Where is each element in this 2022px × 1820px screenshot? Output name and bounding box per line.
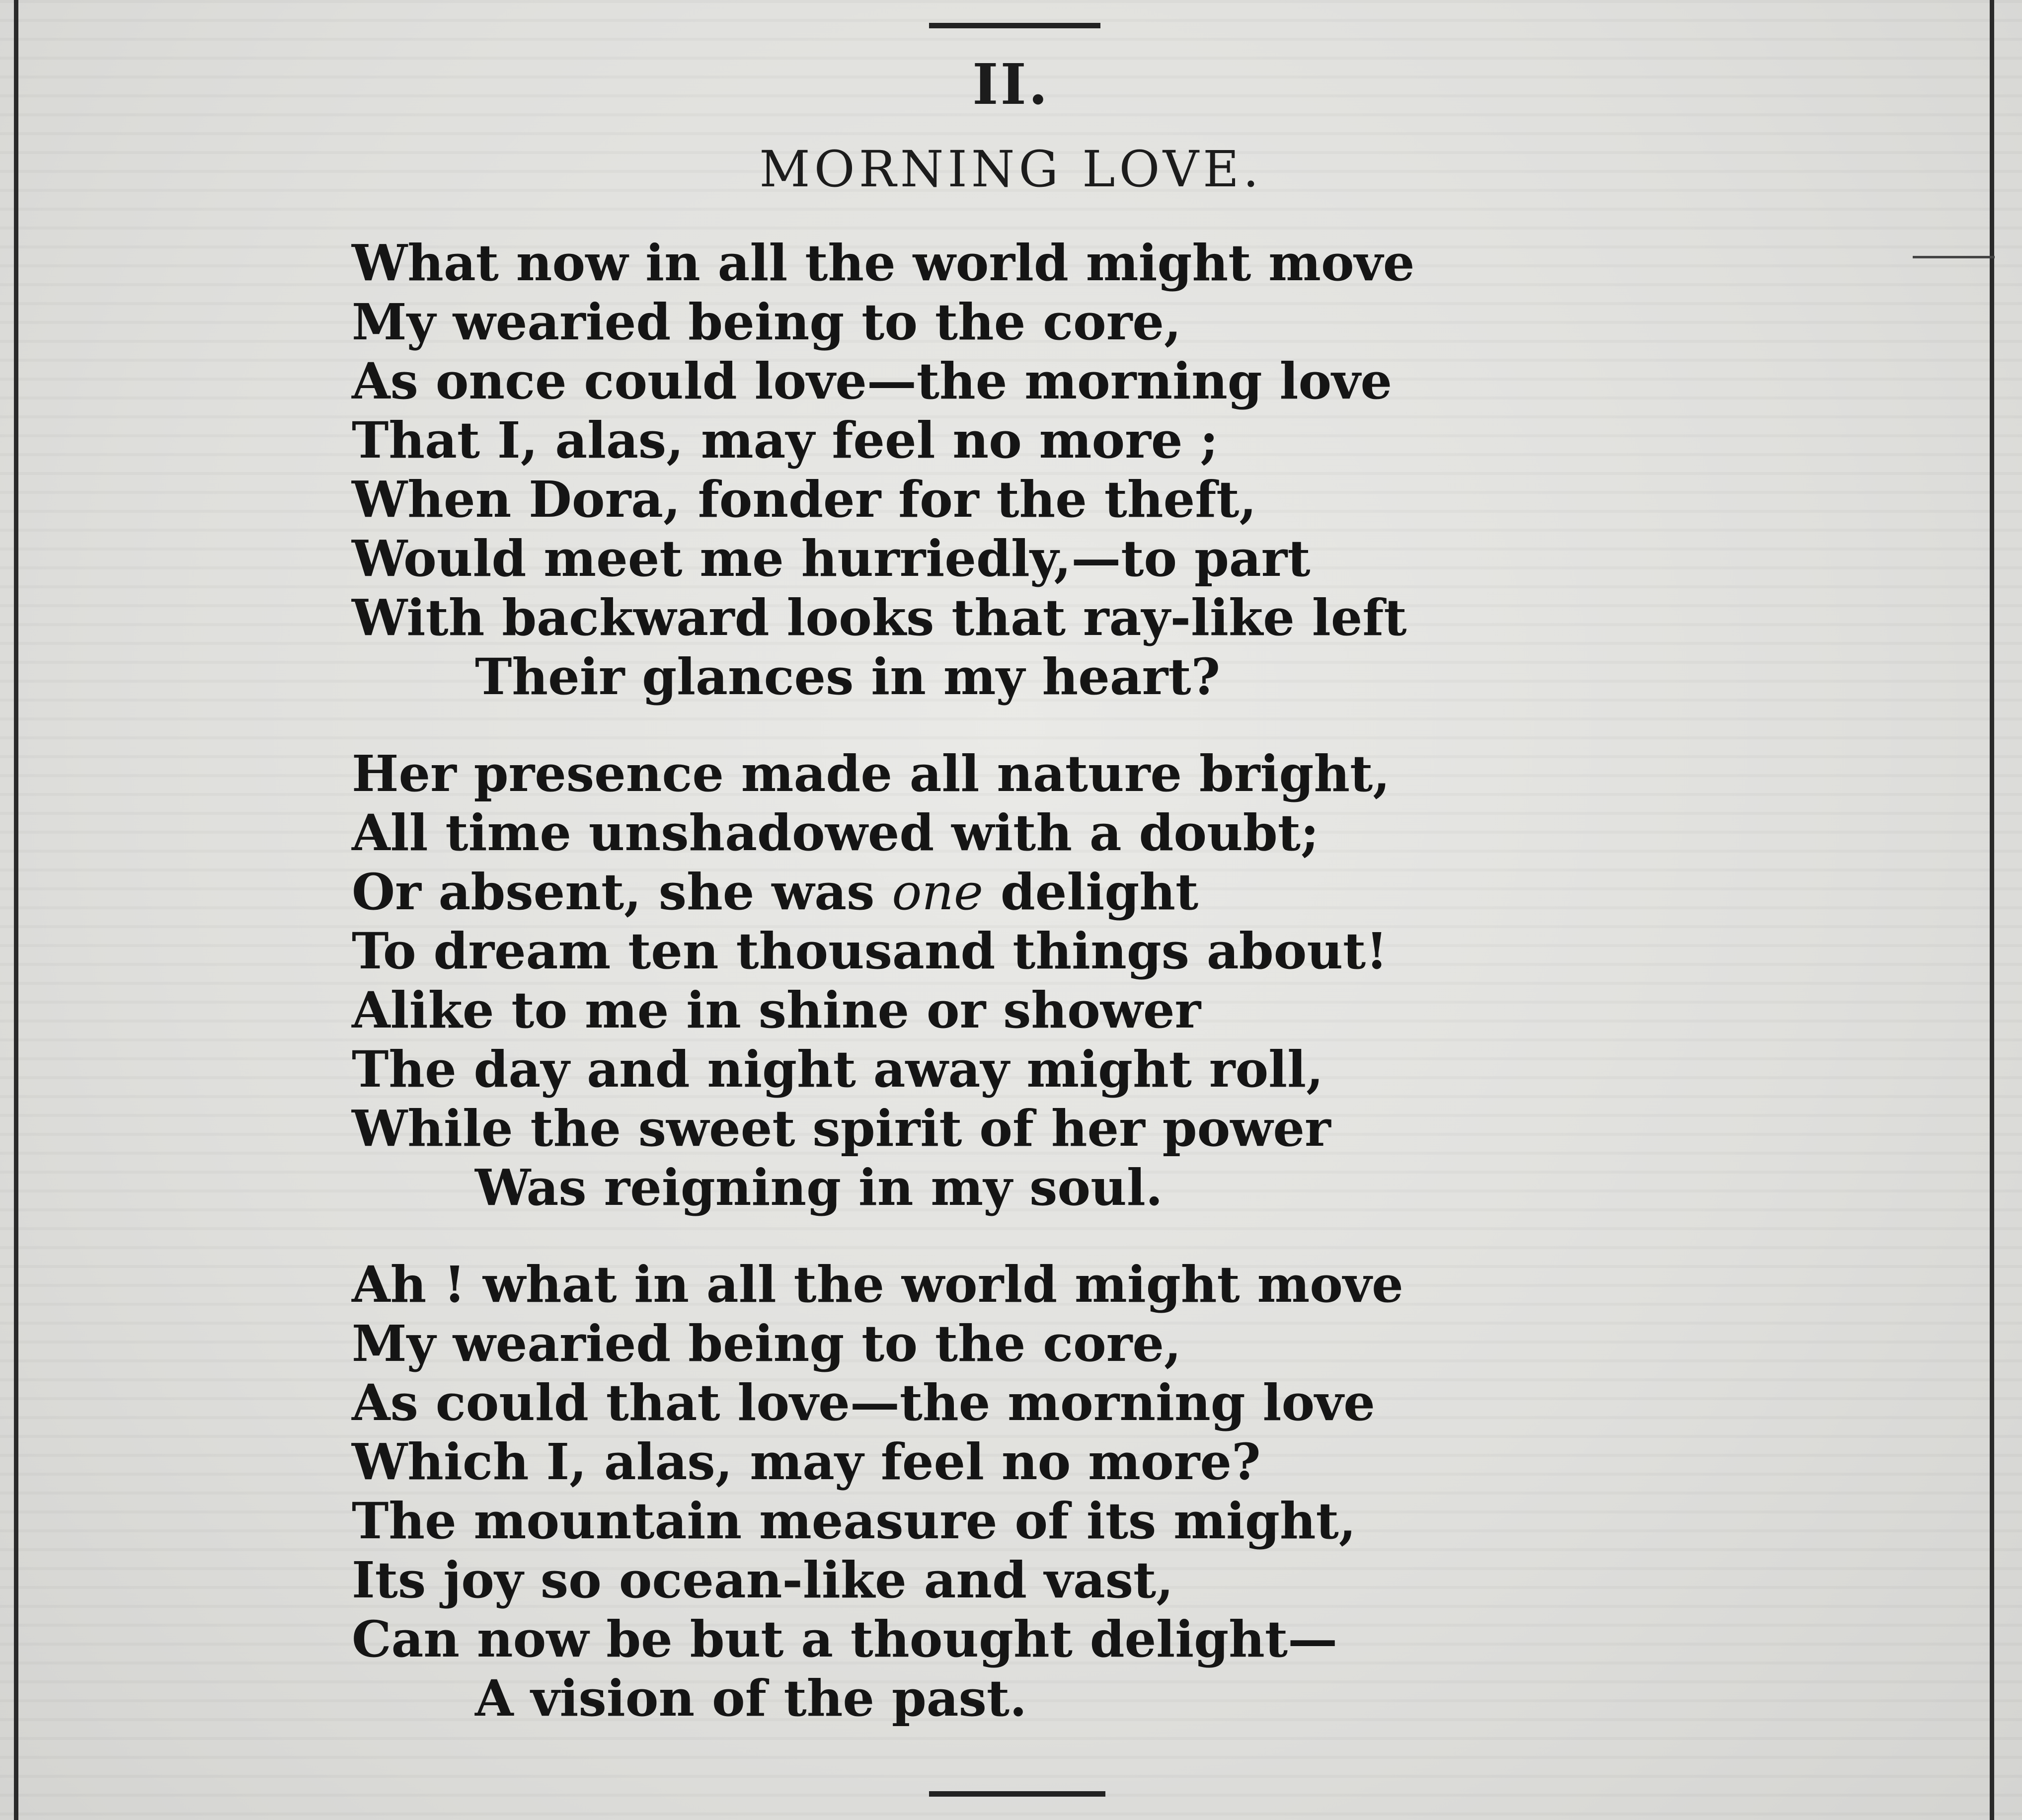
poem-line: To dream ten thousand things about! [352,922,1388,980]
poem-line: Was reigning in my soul. [475,1158,1163,1217]
poem-numeral: II. [972,52,1050,117]
poem-line: Can now be but a thought delight— [352,1610,1338,1668]
poem-line [352,863,1792,922]
poem-line: My wearied being to the core, [352,293,1181,351]
poem-line: As once could love—the morning love [352,352,1392,410]
poem-line: All time unshadowed with a doubt; [352,803,1319,862]
column-rule-right [1990,0,1994,1820]
poem-line: That I, alas, may feel no more ; [352,411,1219,470]
poem-line: When Dora, fonder for the theft, [352,470,1257,529]
poem-body [352,234,1792,1766]
poem-line: Its joy so ocean-like and vast, [352,1551,1174,1609]
poem-line: With backward looks that ray-like left [352,588,1407,647]
poem-line: As could that love—the morning love [352,1373,1375,1432]
poem-line: Her presence made all nature bright, [352,744,1391,803]
section-divider-top [929,23,1100,28]
poem-line: A vision of the past. [475,1669,1027,1728]
poem-line: Alike to me in shine or shower [352,981,1201,1039]
emphasized-word: one [892,863,984,921]
poem-line: Their glances in my heart? [475,647,1221,706]
poem-line: My wearied being to the core, [352,1314,1181,1373]
section-divider-bottom [929,1791,1105,1797]
poem-line: While the sweet spirit of her power [352,1099,1331,1158]
poem-line: What now in all the world might move [352,234,1415,292]
adjacent-column-rule [1913,256,1995,258]
poem-line: Ah ! what in all the world might move [352,1255,1403,1314]
column-rule-left [14,0,18,1820]
stanza-3 [352,1255,1792,1728]
stanza-1 [352,234,1792,707]
poem-title: MORNING LOVE. [759,140,1263,198]
line-segment: delight [983,863,1199,921]
poem-line: The day and night away might roll, [352,1040,1323,1099]
poem-line: Would meet me hurriedly,—to part [352,529,1311,588]
stanza-2 [352,744,1792,1217]
poem-line: The mountain measure of its might, [352,1492,1356,1550]
poem-line: Which I, alas, may feel no more? [352,1432,1261,1491]
line-segment: Or absent, she was [352,863,892,921]
